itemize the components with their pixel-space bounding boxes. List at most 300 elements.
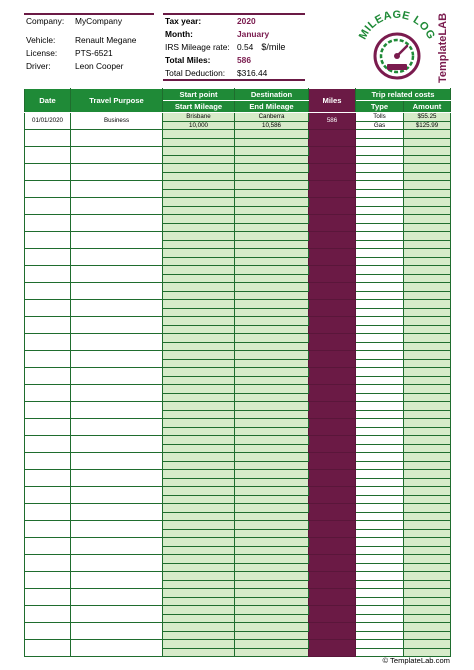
entry-cost-type[interactable] bbox=[356, 589, 404, 598]
entry-cost-type[interactable] bbox=[356, 223, 404, 232]
entry-purpose[interactable] bbox=[71, 453, 163, 470]
entry-date[interactable] bbox=[25, 487, 71, 504]
entry-end-mileage[interactable] bbox=[235, 393, 309, 402]
entry-start-point[interactable] bbox=[163, 164, 235, 173]
entry-cost-type[interactable] bbox=[356, 461, 404, 470]
entry-destination[interactable] bbox=[235, 164, 309, 173]
entry-end-mileage[interactable] bbox=[235, 172, 309, 181]
entry-cost-type[interactable] bbox=[356, 614, 404, 623]
entry-start-mileage[interactable] bbox=[163, 631, 235, 640]
entry-start-point[interactable] bbox=[163, 181, 235, 190]
entry-cost-type[interactable] bbox=[356, 436, 404, 445]
license-value[interactable]: PTS-6521 bbox=[75, 47, 113, 58]
entry-date[interactable] bbox=[25, 130, 71, 147]
entry-destination[interactable] bbox=[235, 487, 309, 496]
entry-date[interactable] bbox=[25, 385, 71, 402]
entry-date[interactable] bbox=[25, 283, 71, 300]
entry-cost-amount[interactable] bbox=[404, 206, 451, 215]
entry-cost-type[interactable] bbox=[356, 640, 404, 649]
entry-destination[interactable] bbox=[235, 555, 309, 564]
entry-cost-amount[interactable] bbox=[404, 538, 451, 547]
entry-purpose[interactable] bbox=[71, 521, 163, 538]
entry-cost-type[interactable] bbox=[356, 325, 404, 334]
entry-cost-amount[interactable] bbox=[404, 427, 451, 436]
entry-start-mileage[interactable] bbox=[163, 257, 235, 266]
entry-start-mileage[interactable] bbox=[163, 189, 235, 198]
entry-cost-amount[interactable] bbox=[404, 461, 451, 470]
entry-cost-amount[interactable] bbox=[404, 351, 451, 360]
entry-cost-amount[interactable] bbox=[404, 130, 451, 139]
entry-date[interactable] bbox=[25, 538, 71, 555]
entry-cost-type[interactable] bbox=[356, 368, 404, 377]
entry-start-point[interactable] bbox=[163, 249, 235, 258]
entry-purpose[interactable] bbox=[71, 368, 163, 385]
entry-purpose[interactable] bbox=[71, 147, 163, 164]
entry-cost-type[interactable] bbox=[356, 393, 404, 402]
entry-cost-amount[interactable] bbox=[404, 317, 451, 326]
entry-start-point[interactable] bbox=[163, 147, 235, 156]
entry-start-point[interactable] bbox=[163, 130, 235, 139]
entry-cost-type[interactable] bbox=[356, 444, 404, 453]
entry-cost-amount[interactable] bbox=[404, 138, 451, 147]
entry-start-point[interactable] bbox=[163, 538, 235, 547]
entry-cost-type[interactable] bbox=[356, 419, 404, 428]
entry-start-point[interactable] bbox=[163, 589, 235, 598]
entry-start-mileage[interactable] bbox=[163, 546, 235, 555]
entry-start-mileage[interactable] bbox=[163, 308, 235, 317]
entry-start-mileage[interactable] bbox=[163, 512, 235, 521]
entry-purpose[interactable] bbox=[71, 266, 163, 283]
footer-credit[interactable]: © TemplateLab.com bbox=[382, 656, 450, 665]
entry-purpose[interactable] bbox=[71, 436, 163, 453]
entry-start-mileage[interactable] bbox=[163, 427, 235, 436]
entry-end-mileage[interactable] bbox=[235, 597, 309, 606]
entry-cost-type[interactable] bbox=[356, 317, 404, 326]
entry-cost-amount[interactable] bbox=[404, 215, 451, 224]
entry-start-mileage[interactable] bbox=[163, 240, 235, 249]
entry-date[interactable] bbox=[25, 317, 71, 334]
entry-cost-type[interactable]: Gas bbox=[356, 121, 404, 130]
entry-purpose[interactable] bbox=[71, 232, 163, 249]
entry-cost-type[interactable] bbox=[356, 351, 404, 360]
entry-end-mileage[interactable] bbox=[235, 308, 309, 317]
entry-cost-type[interactable] bbox=[356, 359, 404, 368]
entry-cost-type[interactable] bbox=[356, 181, 404, 190]
entry-cost-type[interactable] bbox=[356, 572, 404, 581]
entry-start-mileage[interactable] bbox=[163, 155, 235, 164]
entry-cost-amount[interactable] bbox=[404, 504, 451, 513]
entry-end-mileage[interactable] bbox=[235, 648, 309, 657]
entry-purpose[interactable] bbox=[71, 504, 163, 521]
entry-destination[interactable] bbox=[235, 538, 309, 547]
entry-cost-type[interactable] bbox=[356, 487, 404, 496]
entry-date[interactable] bbox=[25, 555, 71, 572]
entry-end-mileage[interactable] bbox=[235, 444, 309, 453]
entry-start-mileage[interactable] bbox=[163, 410, 235, 419]
entry-start-mileage[interactable] bbox=[163, 172, 235, 181]
entry-purpose[interactable] bbox=[71, 606, 163, 623]
entry-cost-amount[interactable] bbox=[404, 291, 451, 300]
entry-cost-type[interactable] bbox=[356, 283, 404, 292]
entry-cost-type[interactable] bbox=[356, 308, 404, 317]
entry-start-mileage[interactable] bbox=[163, 563, 235, 572]
entry-start-point[interactable] bbox=[163, 640, 235, 649]
entry-start-mileage[interactable] bbox=[163, 206, 235, 215]
entry-end-mileage[interactable] bbox=[235, 223, 309, 232]
entry-start-point[interactable] bbox=[163, 266, 235, 275]
entry-purpose[interactable] bbox=[71, 164, 163, 181]
entry-start-point[interactable]: Brisbane bbox=[163, 113, 235, 122]
entry-destination[interactable] bbox=[235, 351, 309, 360]
entry-purpose[interactable] bbox=[71, 623, 163, 640]
entry-date[interactable] bbox=[25, 470, 71, 487]
entry-cost-type[interactable] bbox=[356, 504, 404, 513]
entry-cost-amount[interactable] bbox=[404, 606, 451, 615]
entry-cost-amount[interactable] bbox=[404, 249, 451, 258]
entry-cost-amount[interactable] bbox=[404, 393, 451, 402]
entry-destination[interactable] bbox=[235, 198, 309, 207]
entry-start-point[interactable] bbox=[163, 334, 235, 343]
entry-cost-type[interactable] bbox=[356, 291, 404, 300]
entry-start-mileage[interactable] bbox=[163, 614, 235, 623]
entry-destination[interactable] bbox=[235, 317, 309, 326]
entry-purpose[interactable] bbox=[71, 470, 163, 487]
entry-destination[interactable] bbox=[235, 300, 309, 309]
entry-start-mileage[interactable] bbox=[163, 597, 235, 606]
entry-cost-type[interactable] bbox=[356, 266, 404, 275]
entry-cost-amount[interactable] bbox=[404, 453, 451, 462]
entry-start-point[interactable] bbox=[163, 283, 235, 292]
entry-end-mileage[interactable] bbox=[235, 563, 309, 572]
entry-end-mileage[interactable]: 10,586 bbox=[235, 121, 309, 130]
entry-start-mileage[interactable] bbox=[163, 342, 235, 351]
entry-start-mileage[interactable] bbox=[163, 444, 235, 453]
entry-start-point[interactable] bbox=[163, 572, 235, 581]
entry-cost-type[interactable] bbox=[356, 521, 404, 530]
entry-destination[interactable] bbox=[235, 249, 309, 258]
entry-start-mileage[interactable] bbox=[163, 274, 235, 283]
entry-cost-amount[interactable] bbox=[404, 436, 451, 445]
entry-end-mileage[interactable] bbox=[235, 240, 309, 249]
entry-start-mileage[interactable] bbox=[163, 223, 235, 232]
entry-date[interactable] bbox=[25, 249, 71, 266]
entry-end-mileage[interactable] bbox=[235, 546, 309, 555]
entry-cost-type[interactable] bbox=[356, 300, 404, 309]
entry-start-point[interactable] bbox=[163, 504, 235, 513]
entry-cost-amount[interactable] bbox=[404, 444, 451, 453]
company-value[interactable]: MyCompany bbox=[75, 15, 123, 26]
entry-cost-type[interactable] bbox=[356, 189, 404, 198]
entry-destination[interactable] bbox=[235, 334, 309, 343]
entry-destination[interactable] bbox=[235, 453, 309, 462]
entry-cost-type[interactable] bbox=[356, 580, 404, 589]
driver-value[interactable]: Leon Cooper bbox=[75, 60, 124, 71]
entry-end-mileage[interactable] bbox=[235, 427, 309, 436]
entry-purpose[interactable] bbox=[71, 640, 163, 657]
entry-start-mileage[interactable] bbox=[163, 359, 235, 368]
entry-cost-amount[interactable] bbox=[404, 572, 451, 581]
entry-cost-amount[interactable] bbox=[404, 257, 451, 266]
entry-purpose[interactable] bbox=[71, 317, 163, 334]
entry-cost-type[interactable] bbox=[356, 470, 404, 479]
entry-cost-type[interactable] bbox=[356, 215, 404, 224]
entry-end-mileage[interactable] bbox=[235, 376, 309, 385]
entry-purpose[interactable] bbox=[71, 402, 163, 419]
entry-cost-amount[interactable] bbox=[404, 623, 451, 632]
entry-start-point[interactable] bbox=[163, 623, 235, 632]
entry-cost-amount[interactable] bbox=[404, 597, 451, 606]
entry-destination[interactable] bbox=[235, 402, 309, 411]
entry-cost-amount[interactable] bbox=[404, 580, 451, 589]
entry-start-mileage[interactable] bbox=[163, 291, 235, 300]
entry-cost-type[interactable] bbox=[356, 478, 404, 487]
entry-cost-amount[interactable] bbox=[404, 232, 451, 241]
entry-start-point[interactable] bbox=[163, 453, 235, 462]
entry-cost-type[interactable] bbox=[356, 529, 404, 538]
entry-start-mileage[interactable] bbox=[163, 325, 235, 334]
entry-purpose[interactable] bbox=[71, 555, 163, 572]
entry-destination[interactable] bbox=[235, 283, 309, 292]
entry-cost-amount[interactable] bbox=[404, 478, 451, 487]
entry-destination[interactable] bbox=[235, 130, 309, 139]
entry-end-mileage[interactable] bbox=[235, 257, 309, 266]
entry-start-mileage[interactable] bbox=[163, 393, 235, 402]
entry-destination[interactable] bbox=[235, 623, 309, 632]
entry-start-point[interactable] bbox=[163, 555, 235, 564]
entry-cost-amount[interactable] bbox=[404, 181, 451, 190]
entry-cost-amount[interactable] bbox=[404, 300, 451, 309]
entry-purpose[interactable] bbox=[71, 538, 163, 555]
entry-cost-amount[interactable] bbox=[404, 198, 451, 207]
entry-cost-type[interactable] bbox=[356, 206, 404, 215]
entry-cost-amount[interactable] bbox=[404, 376, 451, 385]
entry-cost-amount[interactable]: $55.25 bbox=[404, 113, 451, 122]
entry-date[interactable] bbox=[25, 181, 71, 198]
entry-destination[interactable] bbox=[235, 589, 309, 598]
entry-start-mileage[interactable] bbox=[163, 138, 235, 147]
entry-end-mileage[interactable] bbox=[235, 189, 309, 198]
entry-start-point[interactable] bbox=[163, 606, 235, 615]
entry-date[interactable] bbox=[25, 215, 71, 232]
entry-destination[interactable] bbox=[235, 385, 309, 394]
entry-date[interactable] bbox=[25, 351, 71, 368]
entry-cost-amount[interactable] bbox=[404, 325, 451, 334]
entry-cost-type[interactable] bbox=[356, 198, 404, 207]
entry-date[interactable] bbox=[25, 300, 71, 317]
entry-cost-amount[interactable] bbox=[404, 266, 451, 275]
entry-date[interactable] bbox=[25, 164, 71, 181]
entry-date[interactable] bbox=[25, 232, 71, 249]
entry-date[interactable] bbox=[25, 589, 71, 606]
entry-date[interactable] bbox=[25, 623, 71, 640]
entry-start-point[interactable] bbox=[163, 487, 235, 496]
entry-cost-amount[interactable] bbox=[404, 164, 451, 173]
entry-start-mileage[interactable]: 10,000 bbox=[163, 121, 235, 130]
vehicle-value[interactable]: Renault Megane bbox=[75, 34, 137, 45]
entry-purpose[interactable] bbox=[71, 130, 163, 147]
entry-cost-type[interactable] bbox=[356, 427, 404, 436]
entry-end-mileage[interactable] bbox=[235, 342, 309, 351]
entry-purpose[interactable] bbox=[71, 351, 163, 368]
entry-destination[interactable] bbox=[235, 232, 309, 241]
entry-cost-type[interactable] bbox=[356, 240, 404, 249]
entry-cost-amount[interactable] bbox=[404, 283, 451, 292]
entry-purpose[interactable] bbox=[71, 181, 163, 198]
entry-start-point[interactable] bbox=[163, 402, 235, 411]
entry-date[interactable] bbox=[25, 368, 71, 385]
entry-date[interactable] bbox=[25, 419, 71, 436]
entry-cost-type[interactable] bbox=[356, 376, 404, 385]
entry-start-point[interactable] bbox=[163, 368, 235, 377]
entry-destination[interactable]: Canberra bbox=[235, 113, 309, 122]
entry-start-point[interactable] bbox=[163, 232, 235, 241]
entry-destination[interactable] bbox=[235, 470, 309, 479]
entry-end-mileage[interactable] bbox=[235, 478, 309, 487]
entry-cost-amount[interactable] bbox=[404, 546, 451, 555]
entry-cost-amount[interactable] bbox=[404, 402, 451, 411]
entry-cost-type[interactable] bbox=[356, 334, 404, 343]
entry-cost-amount[interactable] bbox=[404, 521, 451, 530]
entry-purpose[interactable] bbox=[71, 572, 163, 589]
month-value[interactable]: January bbox=[237, 28, 270, 39]
entry-end-mileage[interactable] bbox=[235, 410, 309, 419]
entry-destination[interactable] bbox=[235, 266, 309, 275]
entry-date[interactable] bbox=[25, 402, 71, 419]
entry-purpose[interactable] bbox=[71, 300, 163, 317]
entry-cost-amount[interactable] bbox=[404, 529, 451, 538]
entry-cost-type[interactable] bbox=[356, 597, 404, 606]
entry-start-point[interactable] bbox=[163, 385, 235, 394]
entry-cost-amount[interactable] bbox=[404, 589, 451, 598]
entry-end-mileage[interactable] bbox=[235, 291, 309, 300]
entry-destination[interactable] bbox=[235, 504, 309, 513]
entry-destination[interactable] bbox=[235, 181, 309, 190]
entry-cost-type[interactable] bbox=[356, 538, 404, 547]
entry-cost-amount[interactable] bbox=[404, 631, 451, 640]
entry-cost-type[interactable] bbox=[356, 274, 404, 283]
entry-cost-amount[interactable] bbox=[404, 385, 451, 394]
entry-start-mileage[interactable] bbox=[163, 461, 235, 470]
entry-cost-type[interactable] bbox=[356, 130, 404, 139]
entry-end-mileage[interactable] bbox=[235, 325, 309, 334]
entry-end-mileage[interactable] bbox=[235, 359, 309, 368]
entry-cost-amount[interactable] bbox=[404, 563, 451, 572]
entry-start-point[interactable] bbox=[163, 215, 235, 224]
entry-cost-amount[interactable] bbox=[404, 470, 451, 479]
tax-year-value[interactable]: 2020 bbox=[237, 15, 256, 26]
entry-end-mileage[interactable] bbox=[235, 614, 309, 623]
entry-date[interactable] bbox=[25, 504, 71, 521]
entry-destination[interactable] bbox=[235, 419, 309, 428]
entry-start-mileage[interactable] bbox=[163, 478, 235, 487]
entry-cost-amount[interactable] bbox=[404, 147, 451, 156]
entry-purpose[interactable] bbox=[71, 249, 163, 266]
entry-date[interactable] bbox=[25, 334, 71, 351]
entry-start-mileage[interactable] bbox=[163, 648, 235, 657]
entry-purpose[interactable] bbox=[71, 589, 163, 606]
entry-cost-type[interactable] bbox=[356, 453, 404, 462]
entry-cost-amount[interactable] bbox=[404, 419, 451, 428]
entry-start-point[interactable] bbox=[163, 436, 235, 445]
entry-cost-amount[interactable] bbox=[404, 359, 451, 368]
entry-cost-amount[interactable] bbox=[404, 555, 451, 564]
entry-start-point[interactable] bbox=[163, 317, 235, 326]
entry-date[interactable] bbox=[25, 640, 71, 657]
entry-destination[interactable] bbox=[235, 436, 309, 445]
entry-cost-amount[interactable] bbox=[404, 189, 451, 198]
entry-cost-amount[interactable] bbox=[404, 410, 451, 419]
entry-cost-type[interactable] bbox=[356, 410, 404, 419]
entry-cost-type[interactable] bbox=[356, 631, 404, 640]
entry-start-mileage[interactable] bbox=[163, 580, 235, 589]
entry-cost-type[interactable] bbox=[356, 546, 404, 555]
entry-purpose[interactable] bbox=[71, 419, 163, 436]
entry-start-mileage[interactable] bbox=[163, 529, 235, 538]
entry-end-mileage[interactable] bbox=[235, 631, 309, 640]
entry-cost-type[interactable] bbox=[356, 172, 404, 181]
entry-cost-type[interactable] bbox=[356, 385, 404, 394]
entry-cost-amount[interactable] bbox=[404, 223, 451, 232]
entry-cost-amount[interactable] bbox=[404, 614, 451, 623]
entry-purpose[interactable] bbox=[71, 487, 163, 504]
entry-cost-amount[interactable] bbox=[404, 342, 451, 351]
entry-start-point[interactable] bbox=[163, 351, 235, 360]
entry-destination[interactable] bbox=[235, 368, 309, 377]
entry-end-mileage[interactable] bbox=[235, 206, 309, 215]
entry-cost-amount[interactable] bbox=[404, 334, 451, 343]
entry-start-point[interactable] bbox=[163, 470, 235, 479]
entry-purpose[interactable] bbox=[71, 283, 163, 300]
entry-cost-type[interactable] bbox=[356, 232, 404, 241]
entry-destination[interactable] bbox=[235, 606, 309, 615]
entry-cost-type[interactable] bbox=[356, 249, 404, 258]
entry-cost-type[interactable] bbox=[356, 555, 404, 564]
entry-destination[interactable] bbox=[235, 521, 309, 530]
entry-date[interactable] bbox=[25, 521, 71, 538]
entry-cost-type[interactable] bbox=[356, 512, 404, 521]
entry-date[interactable] bbox=[25, 572, 71, 589]
entry-cost-amount[interactable] bbox=[404, 487, 451, 496]
entry-destination[interactable] bbox=[235, 147, 309, 156]
entry-cost-amount[interactable]: $125.99 bbox=[404, 121, 451, 130]
entry-cost-amount[interactable] bbox=[404, 640, 451, 649]
entry-cost-amount[interactable] bbox=[404, 155, 451, 164]
entry-date[interactable] bbox=[25, 266, 71, 283]
entry-destination[interactable] bbox=[235, 640, 309, 649]
entry-destination[interactable] bbox=[235, 572, 309, 581]
entry-cost-type[interactable]: Tolls bbox=[356, 113, 404, 122]
entry-end-mileage[interactable] bbox=[235, 580, 309, 589]
entry-cost-type[interactable] bbox=[356, 563, 404, 572]
entry-purpose[interactable] bbox=[71, 334, 163, 351]
entry-start-mileage[interactable] bbox=[163, 376, 235, 385]
entry-cost-amount[interactable] bbox=[404, 308, 451, 317]
entry-cost-type[interactable] bbox=[356, 257, 404, 266]
entry-start-mileage[interactable] bbox=[163, 495, 235, 504]
entry-cost-type[interactable] bbox=[356, 155, 404, 164]
entry-start-point[interactable] bbox=[163, 419, 235, 428]
entry-end-mileage[interactable] bbox=[235, 461, 309, 470]
irs-rate-value[interactable]: 0.54 bbox=[237, 41, 254, 52]
entry-cost-type[interactable] bbox=[356, 342, 404, 351]
entry-date[interactable]: 01/01/2020 bbox=[25, 113, 71, 130]
entry-cost-amount[interactable] bbox=[404, 172, 451, 181]
entry-cost-amount[interactable] bbox=[404, 512, 451, 521]
entry-purpose[interactable] bbox=[71, 215, 163, 232]
entry-start-point[interactable] bbox=[163, 300, 235, 309]
entry-cost-type[interactable] bbox=[356, 495, 404, 504]
entry-cost-amount[interactable] bbox=[404, 495, 451, 504]
